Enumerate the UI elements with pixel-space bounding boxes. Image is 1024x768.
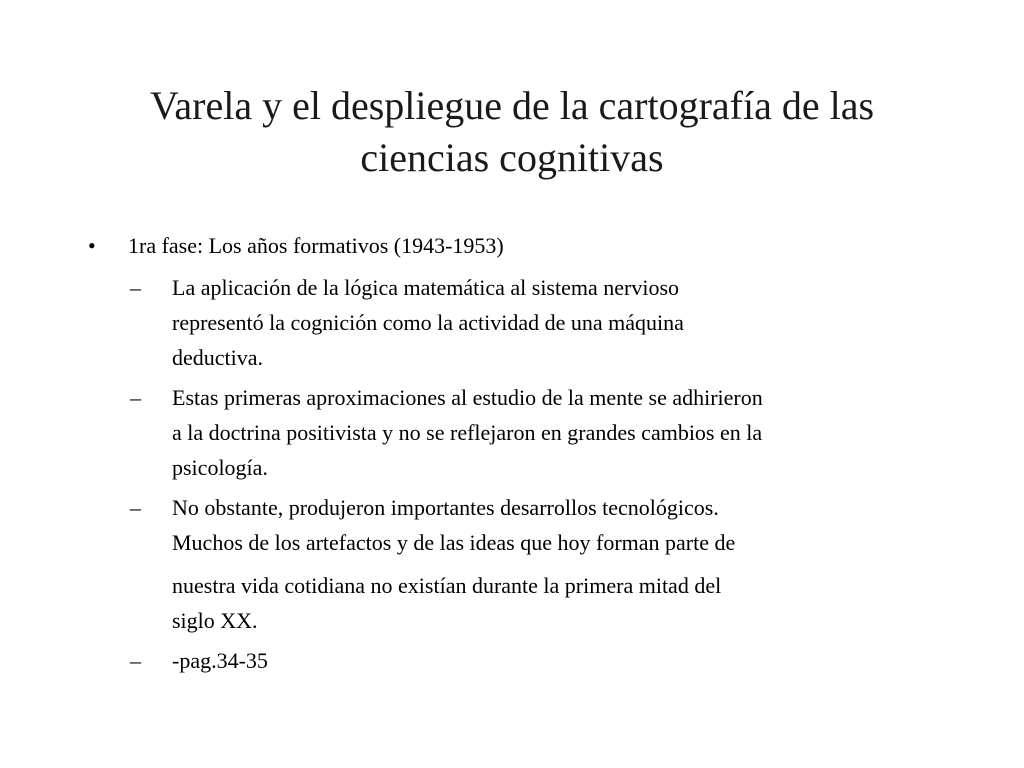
- sub-list: [130, 270, 950, 683]
- bullet-icon: •: [88, 233, 96, 258]
- sub-item-line: a la doctrina positivista y no se reflejaron en grandes cambios en la: [172, 420, 763, 445]
- sub-item-line: nuestra vida cotidiana no existían durante la primera mitad del: [172, 573, 722, 598]
- sub-item-line: representó la cognición como la actividad de una máquina: [172, 310, 684, 335]
- dash-icon: –: [130, 495, 141, 520]
- sub-item: [130, 380, 950, 485]
- sub-item-text: [172, 270, 950, 375]
- sub-item-line: La aplicación de la lógica matemática al sistema nervioso: [172, 275, 680, 300]
- sub-item-line: Muchos de los artefactos y de las ideas que hoy forman parte de: [172, 530, 736, 555]
- sub-item-text: [172, 380, 950, 485]
- sub-item-line: Estas primeras aproximaciones al estudio de la mente se adhirieron: [172, 385, 763, 410]
- slide-title: [60, 80, 964, 184]
- sub-item-text: [172, 643, 950, 678]
- sub-item-line: psicología.: [172, 455, 268, 480]
- title-line: ciencias cognitivas: [360, 135, 664, 180]
- title-line: Varela y el despliegue de la cartografía de las: [149, 83, 875, 128]
- dash-icon: –: [130, 275, 141, 300]
- sub-item: [130, 643, 950, 678]
- sub-item-line: No obstante, produjeron importantes desarrollos tecnológicos.: [172, 495, 719, 520]
- bullet-item: [88, 232, 504, 260]
- sub-item: [130, 490, 950, 638]
- sub-item-line: siglo XX.: [172, 608, 258, 633]
- sub-item-line: deductiva.: [172, 345, 264, 370]
- dash-icon: –: [130, 385, 141, 410]
- sub-item-text: [172, 490, 950, 638]
- bullet-text: 1ra fase: Los años formativos (1943-1953): [128, 233, 504, 258]
- dash-icon: –: [130, 648, 141, 673]
- sub-item-line: -pag.34-35: [172, 648, 268, 673]
- sub-item: [130, 270, 950, 375]
